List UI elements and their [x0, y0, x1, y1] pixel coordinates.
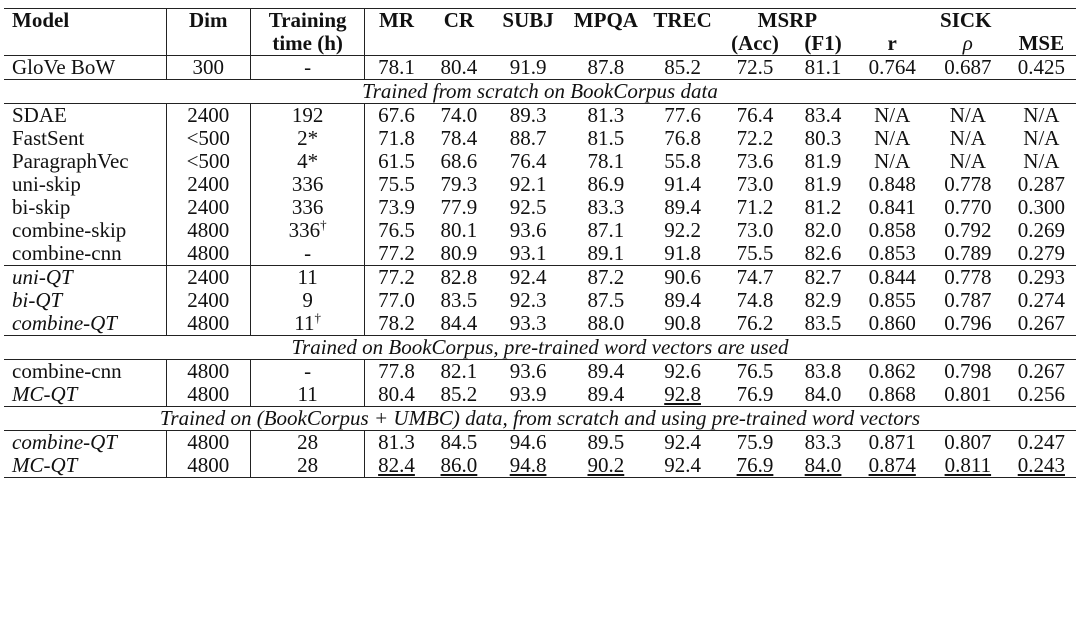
header-mr: MR	[365, 9, 428, 33]
cell-acc: 74.8	[736, 288, 774, 312]
cell-dim: 4800	[166, 454, 250, 478]
cell-rho: N/A	[949, 126, 986, 150]
cell-f1: 83.8	[791, 360, 856, 384]
cell-cr: 86.0	[428, 454, 491, 478]
cell-mr: 77.2	[365, 266, 428, 290]
cell-f1: 81.2	[804, 195, 842, 219]
cell-mpqa: 87.8	[566, 56, 646, 80]
header-msrp-acc: (Acc)	[731, 31, 779, 55]
cell-mse: 0.279	[1017, 241, 1065, 265]
cell-rho: 0.770	[944, 195, 992, 219]
cell-rho: 0.778	[944, 172, 992, 196]
cell-mr: 77.8	[365, 360, 428, 384]
header-row-1	[4, 9, 1076, 33]
cell-mpqa: 89.5	[566, 431, 646, 455]
cell-dim: 4800	[166, 360, 250, 384]
results-table	[4, 8, 1076, 478]
section-row	[4, 336, 1076, 360]
cell-subj: 93.9	[509, 382, 547, 406]
cell-subj: 89.3	[490, 104, 566, 128]
cell-trec: 91.8	[664, 241, 701, 265]
cell-mse: 0.247	[1007, 431, 1076, 455]
cell-model: uni-skip	[4, 173, 166, 196]
cell-f1: 82.6	[804, 241, 842, 265]
cell-time: 11	[250, 266, 365, 290]
cell-trec: 92.4	[646, 431, 719, 455]
cell-model: combine-QT	[4, 431, 166, 455]
cell-rho: 0.787	[944, 288, 992, 312]
cell-rho: 0.796	[944, 311, 992, 335]
header-training-time-unit: time (h)	[250, 32, 365, 56]
cell-dim: 4800	[166, 312, 250, 336]
cell-rho: 0.792	[944, 218, 992, 242]
cell-f1: 82.9	[804, 288, 842, 312]
cell-acc: 73.0	[736, 218, 774, 242]
cell-trec: 92.8	[664, 382, 701, 406]
cell-rho: 0.798	[929, 360, 1007, 384]
header-cr: CR	[428, 9, 491, 33]
table-row	[4, 56, 1076, 80]
header-sick-rho: ρ	[962, 31, 973, 55]
cell-subj: 88.7	[509, 126, 547, 150]
cell-cr: 80.9	[440, 241, 478, 265]
cell-acc: 76.9	[736, 382, 774, 406]
cell-r: 0.853	[868, 241, 916, 265]
table-row	[4, 454, 1076, 478]
cell-mpqa: 83.3	[587, 195, 625, 219]
cell-mse: 0.256	[1017, 382, 1065, 406]
cell-r: 0.871	[855, 431, 928, 455]
cell-model: combine-cnn	[4, 242, 166, 266]
cell-cr: 83.5	[440, 288, 478, 312]
cell-mpqa: 89.1	[587, 241, 625, 265]
cell-r: 0.764	[855, 56, 928, 80]
cell-f1: 83.4	[791, 104, 856, 128]
cell-cr: 79.3	[440, 172, 478, 196]
cell-r: 0.855	[868, 288, 916, 312]
cell-mpqa: 87.2	[566, 266, 646, 290]
cell-rho: N/A	[929, 104, 1007, 128]
cell-acc: 74.7	[719, 266, 790, 290]
cell-mpqa: 89.4	[566, 360, 646, 384]
cell-mse: N/A	[1023, 149, 1060, 173]
cell-r: 0.862	[855, 360, 928, 384]
cell-acc: 73.6	[736, 149, 774, 173]
cell-r: 0.844	[855, 266, 928, 290]
cell-subj: 93.1	[509, 241, 547, 265]
cell-mr: 73.9	[378, 195, 415, 219]
cell-model: SDAE	[4, 104, 166, 128]
cell-mse: 0.425	[1007, 56, 1076, 80]
cell-mse: 0.269	[1017, 218, 1065, 242]
cell-mpqa: 87.1	[587, 218, 625, 242]
cell-trec: 91.4	[664, 172, 701, 196]
cell-time: 11†	[250, 312, 365, 336]
cell-cr: 77.9	[440, 195, 478, 219]
cell-mr: 77.2	[378, 241, 415, 265]
cell-acc: 75.9	[719, 431, 790, 455]
header-training-time: Training	[250, 9, 365, 33]
table-row	[4, 312, 1076, 336]
cell-f1: 84.0	[791, 454, 856, 478]
header-model: Model	[4, 9, 166, 33]
dagger-mark: †	[320, 217, 327, 232]
cell-f1: 82.7	[791, 266, 856, 290]
cell-trec: 77.6	[646, 104, 719, 128]
cell-mse: 0.274	[1017, 288, 1065, 312]
cell-time: 4*	[250, 150, 365, 173]
cell-trec: 90.6	[646, 266, 719, 290]
cell-cr: 68.6	[440, 149, 478, 173]
cell-trec: 89.4	[664, 288, 701, 312]
cell-mse: N/A	[1007, 104, 1076, 128]
cell-trec: 92.2	[664, 218, 701, 242]
cell-time: 336	[250, 173, 365, 196]
cell-cr: 80.4	[428, 56, 491, 80]
cell-mr: 61.5	[378, 149, 415, 173]
cell-model: MC-QT	[4, 454, 166, 478]
cell-acc: 76.4	[719, 104, 790, 128]
cell-time: 336	[250, 196, 365, 219]
cell-dim: 2400	[166, 173, 250, 196]
cell-subj: 92.5	[509, 195, 547, 219]
cell-trec: 90.8	[664, 311, 701, 335]
cell-cr: 82.1	[428, 360, 491, 384]
cell-rho: 0.789	[944, 241, 992, 265]
cell-mpqa: 78.1	[587, 149, 625, 173]
cell-r: 0.868	[868, 382, 916, 406]
cell-model: combine-QT	[4, 312, 166, 336]
header-sick: SICK	[855, 9, 1076, 33]
cell-acc: 71.2	[736, 195, 774, 219]
cell-mse: 0.267	[1017, 311, 1065, 335]
cell-time: 28	[250, 431, 365, 455]
cell-mse: N/A	[1023, 126, 1060, 150]
cell-mpqa: 86.9	[587, 172, 625, 196]
table-row	[4, 150, 1076, 173]
cell-subj: 93.6	[509, 218, 547, 242]
table-row	[4, 383, 1076, 407]
cell-mr: 71.8	[378, 126, 415, 150]
cell-r: N/A	[874, 126, 911, 150]
cell-f1: 81.1	[791, 56, 856, 80]
header-msrp: MSRP	[719, 9, 855, 33]
cell-mr: 76.5	[378, 218, 415, 242]
section-row	[4, 80, 1076, 104]
dagger-mark: †	[314, 310, 322, 325]
header-msrp-f1: (F1)	[804, 31, 842, 55]
cell-cr: 84.4	[440, 311, 478, 335]
cell-subj: 92.4	[490, 266, 566, 290]
cell-f1: 84.0	[804, 382, 842, 406]
cell-time: 336†	[250, 219, 365, 242]
cell-mpqa: 87.5	[587, 288, 625, 312]
cell-time: 28	[250, 454, 365, 478]
cell-time: 192	[250, 104, 365, 128]
cell-dim: <500	[166, 150, 250, 173]
section-row	[4, 407, 1076, 431]
cell-mpqa: 81.3	[566, 104, 646, 128]
cell-rho: 0.807	[929, 431, 1007, 455]
section-title: Trained from scratch on BookCorpus data	[4, 80, 1076, 104]
cell-subj: 94.6	[490, 431, 566, 455]
header-sick-r: r	[887, 31, 897, 55]
cell-mse: 0.300	[1017, 195, 1065, 219]
cell-dim: 2400	[166, 266, 250, 290]
cell-rho: 0.778	[929, 266, 1007, 290]
cell-dim: 300	[166, 56, 250, 80]
cell-cr: 82.8	[428, 266, 491, 290]
header-sick-mse: MSE	[1018, 31, 1065, 55]
cell-model: MC-QT	[4, 383, 166, 407]
cell-model: combine-cnn	[4, 360, 166, 384]
cell-mpqa: 81.5	[587, 126, 625, 150]
cell-dim: <500	[166, 127, 250, 150]
cell-dim: 4800	[166, 383, 250, 407]
cell-trec: 92.4	[646, 454, 719, 478]
cell-model: FastSent	[4, 127, 166, 150]
cell-mr: 82.4	[365, 454, 428, 478]
cell-rho: N/A	[949, 149, 986, 173]
cell-trec: 89.4	[664, 195, 701, 219]
cell-acc: 72.2	[736, 126, 774, 150]
cell-time: -	[250, 360, 365, 384]
cell-dim: 2400	[166, 104, 250, 128]
cell-cr: 85.2	[440, 382, 478, 406]
cell-rho: 0.687	[929, 56, 1007, 80]
cell-subj: 93.6	[490, 360, 566, 384]
cell-rho: 0.811	[929, 454, 1007, 478]
cell-subj: 76.4	[509, 149, 547, 173]
section-title: Trained on (BookCorpus + UMBC) data, from scratch and using pre-trained word vectors	[4, 407, 1076, 431]
cell-cr: 78.4	[440, 126, 478, 150]
cell-acc: 76.2	[736, 311, 774, 335]
cell-mr: 77.0	[378, 288, 415, 312]
cell-cr: 74.0	[428, 104, 491, 128]
table-row	[4, 127, 1076, 150]
cell-f1: 80.3	[804, 126, 842, 150]
cell-r: N/A	[874, 149, 911, 173]
cell-rho: 0.801	[944, 382, 992, 406]
header-mpqa: MPQA	[566, 9, 646, 33]
cell-f1: 83.5	[804, 311, 842, 335]
table-row	[4, 289, 1076, 312]
cell-acc: 76.9	[719, 454, 790, 478]
cell-subj: 92.1	[509, 172, 547, 196]
cell-time: -	[250, 56, 365, 80]
cell-mr: 78.1	[365, 56, 428, 80]
header-subj: SUBJ	[490, 9, 566, 33]
cell-time: 9	[250, 289, 365, 312]
cell-time: 2*	[250, 127, 365, 150]
cell-trec: 55.8	[664, 149, 701, 173]
cell-cr: 80.1	[440, 218, 478, 242]
cell-mr: 67.6	[365, 104, 428, 128]
cell-trec: 92.6	[646, 360, 719, 384]
cell-mpqa: 88.0	[587, 311, 625, 335]
cell-r: 0.848	[868, 172, 916, 196]
cell-subj: 94.8	[490, 454, 566, 478]
cell-f1: 81.9	[804, 172, 842, 196]
cell-acc: 72.5	[719, 56, 790, 80]
cell-subj: 93.3	[509, 311, 547, 335]
cell-dim: 2400	[166, 196, 250, 219]
cell-model: ParagraphVec	[4, 150, 166, 173]
cell-dim: 2400	[166, 289, 250, 312]
cell-mse: 0.267	[1007, 360, 1076, 384]
cell-mse: 0.287	[1017, 172, 1065, 196]
cell-r: 0.858	[868, 218, 916, 242]
cell-mpqa: 89.4	[587, 382, 625, 406]
cell-acc: 75.5	[736, 241, 774, 265]
cell-dim: 4800	[166, 431, 250, 455]
cell-dim: 4800	[166, 219, 250, 242]
cell-mse: 0.243	[1007, 454, 1076, 478]
cell-trec: 85.2	[646, 56, 719, 80]
cell-r: 0.860	[868, 311, 916, 335]
cell-model: combine-skip	[4, 219, 166, 242]
cell-cr: 84.5	[428, 431, 491, 455]
cell-acc: 76.5	[719, 360, 790, 384]
header-row-2	[4, 32, 1076, 56]
cell-model: uni-QT	[4, 266, 166, 290]
cell-mse: 0.293	[1007, 266, 1076, 290]
cell-subj: 92.3	[509, 288, 547, 312]
cell-time: 11	[250, 383, 365, 407]
cell-mpqa: 90.2	[566, 454, 646, 478]
cell-r: N/A	[855, 104, 928, 128]
table-row	[4, 219, 1076, 242]
cell-f1: 83.3	[791, 431, 856, 455]
table-row	[4, 173, 1076, 196]
table-row	[4, 360, 1076, 384]
cell-dim: 4800	[166, 242, 250, 266]
cell-mr: 81.3	[365, 431, 428, 455]
cell-mr: 80.4	[378, 382, 415, 406]
table-row	[4, 104, 1076, 128]
cell-acc: 73.0	[736, 172, 774, 196]
table-row	[4, 196, 1076, 219]
cell-f1: 81.9	[804, 149, 842, 173]
cell-model: GloVe BoW	[4, 56, 166, 80]
cell-time: -	[250, 242, 365, 266]
header-trec: TREC	[646, 9, 719, 33]
section-title: Trained on BookCorpus, pre-trained word vectors are used	[4, 336, 1076, 360]
table-row	[4, 431, 1076, 455]
cell-trec: 76.8	[664, 126, 701, 150]
cell-model: bi-QT	[4, 289, 166, 312]
table-row	[4, 242, 1076, 266]
cell-r: 0.841	[868, 195, 916, 219]
header-dim: Dim	[166, 9, 250, 33]
cell-model: bi-skip	[4, 196, 166, 219]
table-row	[4, 266, 1076, 290]
cell-f1: 82.0	[804, 218, 842, 242]
cell-mr: 78.2	[378, 311, 415, 335]
cell-subj: 91.9	[490, 56, 566, 80]
cell-r: 0.874	[855, 454, 928, 478]
cell-mr: 75.5	[378, 172, 415, 196]
